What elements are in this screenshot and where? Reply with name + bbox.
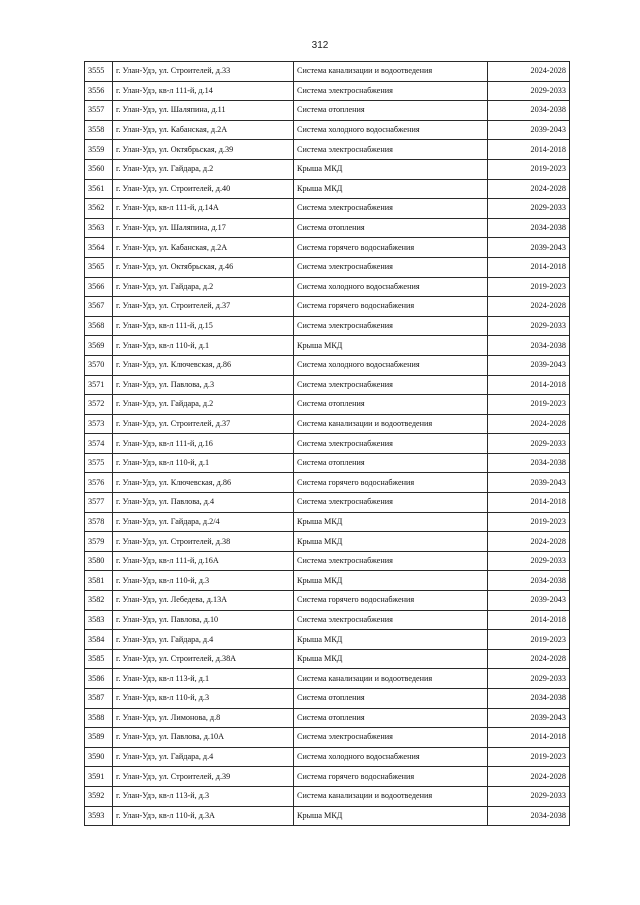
table-row (85, 571, 570, 591)
cell-system: Система электроснабжения (294, 434, 488, 454)
table-row (85, 101, 570, 121)
cell-system: Система электроснабжения (294, 610, 488, 630)
cell-number: 3584 (85, 630, 113, 650)
table-row (85, 708, 570, 728)
table-row (85, 179, 570, 199)
cell-period: 2024-2028 (488, 532, 570, 552)
cell-address: г. Улан-Удэ, ул. Октябрьская, д.46 (113, 257, 294, 277)
cell-address: г. Улан-Удэ, ул. Шаляпина, д.11 (113, 101, 294, 121)
cell-period: 2029-2033 (488, 316, 570, 336)
table-row (85, 728, 570, 748)
cell-number: 3561 (85, 179, 113, 199)
table-row (85, 375, 570, 395)
cell-system: Крыша МКД (294, 512, 488, 532)
cell-system: Система электроснабжения (294, 316, 488, 336)
cell-number: 3580 (85, 551, 113, 571)
table-row (85, 532, 570, 552)
cell-address: г. Улан-Удэ, кв-л 111-й, д.15 (113, 316, 294, 336)
cell-period: 2024-2028 (488, 62, 570, 82)
cell-number: 3556 (85, 81, 113, 101)
cell-number: 3590 (85, 747, 113, 767)
cell-system: Система горячего водоснабжения (294, 591, 488, 611)
cell-address: г. Улан-Удэ, кв-л 110-й, д.1 (113, 453, 294, 473)
cell-number: 3587 (85, 689, 113, 709)
cell-system: Система горячего водоснабжения (294, 473, 488, 493)
table-row (85, 610, 570, 630)
cell-number: 3558 (85, 120, 113, 140)
cell-address: г. Улан-Удэ, кв-л 113-й, д.1 (113, 669, 294, 689)
cell-address: г. Улан-Удэ, ул. Гайдара, д.2 (113, 395, 294, 415)
table-row (85, 630, 570, 650)
cell-system: Крыша МКД (294, 336, 488, 356)
cell-system: Крыша МКД (294, 532, 488, 552)
cell-address: г. Улан-Удэ, ул. Строителей, д.40 (113, 179, 294, 199)
cell-address: г. Улан-Удэ, ул. Ключевская, д.86 (113, 355, 294, 375)
cell-address: г. Улан-Удэ, кв-л 111-й, д.16А (113, 551, 294, 571)
cell-period: 2029-2033 (488, 786, 570, 806)
cell-address: г. Улан-Удэ, ул. Кабанская, д.2А (113, 120, 294, 140)
cell-system: Система электроснабжения (294, 493, 488, 513)
cell-period: 2024-2028 (488, 297, 570, 317)
cell-number: 3574 (85, 434, 113, 454)
cell-period: 2014-2018 (488, 140, 570, 160)
cell-period: 2029-2033 (488, 434, 570, 454)
cell-number: 3566 (85, 277, 113, 297)
cell-period: 2019-2023 (488, 159, 570, 179)
table-row (85, 277, 570, 297)
table-row (85, 257, 570, 277)
cell-number: 3571 (85, 375, 113, 395)
cell-system: Система электроснабжения (294, 257, 488, 277)
cell-period: 2034-2038 (488, 336, 570, 356)
cell-address: г. Улан-Удэ, ул. Строителей, д.38 (113, 532, 294, 552)
cell-period: 2039-2043 (488, 120, 570, 140)
table-row (85, 669, 570, 689)
cell-address: г. Улан-Удэ, кв-л 111-й, д.14 (113, 81, 294, 101)
cell-system: Система канализации и водоотведения (294, 414, 488, 434)
cell-number: 3564 (85, 238, 113, 258)
table-row (85, 62, 570, 82)
cell-system: Система холодного водоснабжения (294, 277, 488, 297)
table-row (85, 414, 570, 434)
table-row (85, 551, 570, 571)
cell-number: 3586 (85, 669, 113, 689)
cell-period: 2029-2033 (488, 669, 570, 689)
cell-system: Система холодного водоснабжения (294, 747, 488, 767)
cell-address: г. Улан-Удэ, кв-л 111-й, д.16 (113, 434, 294, 454)
page-number: 312 (311, 40, 329, 51)
cell-period: 2014-2018 (488, 257, 570, 277)
cell-number: 3593 (85, 806, 113, 826)
cell-period: 2029-2033 (488, 81, 570, 101)
table-row (85, 473, 570, 493)
cell-system: Система горячего водоснабжения (294, 767, 488, 787)
table-row (85, 336, 570, 356)
cell-number: 3572 (85, 395, 113, 415)
table-row (85, 806, 570, 826)
cell-system: Система отопления (294, 218, 488, 238)
cell-address: г. Улан-Удэ, ул. Гайдара, д.4 (113, 630, 294, 650)
cell-system: Крыша МКД (294, 806, 488, 826)
cell-period: 2029-2033 (488, 551, 570, 571)
cell-period: 2034-2038 (488, 806, 570, 826)
cell-number: 3560 (85, 159, 113, 179)
cell-system: Система канализации и водоотведения (294, 669, 488, 689)
cell-system: Система горячего водоснабжения (294, 297, 488, 317)
cell-period: 2039-2043 (488, 473, 570, 493)
cell-period: 2014-2018 (488, 375, 570, 395)
cell-address: г. Улан-Удэ, ул. Кабанская, д.2А (113, 238, 294, 258)
table-row (85, 767, 570, 787)
table-row (85, 689, 570, 709)
cell-period: 2019-2023 (488, 747, 570, 767)
cell-address: г. Улан-Удэ, ул. Лимонова, д.8 (113, 708, 294, 728)
cell-system: Система электроснабжения (294, 728, 488, 748)
cell-system: Система канализации и водоотведения (294, 62, 488, 82)
table-row (85, 140, 570, 160)
table-row (85, 493, 570, 513)
cell-period: 2024-2028 (488, 649, 570, 669)
cell-address: г. Улан-Удэ, ул. Гайдара, д.2 (113, 277, 294, 297)
table-row (85, 238, 570, 258)
cell-period: 2019-2023 (488, 630, 570, 650)
cell-system: Система электроснабжения (294, 199, 488, 219)
cell-system: Крыша МКД (294, 630, 488, 650)
cell-address: г. Улан-Удэ, ул. Лебедева, д.13А (113, 591, 294, 611)
table-row (85, 747, 570, 767)
cell-system: Система электроснабжения (294, 375, 488, 395)
cell-system: Крыша МКД (294, 159, 488, 179)
cell-address: г. Улан-Удэ, кв-л 110-й, д.3 (113, 689, 294, 709)
cell-number: 3592 (85, 786, 113, 806)
cell-number: 3577 (85, 493, 113, 513)
cell-number: 3582 (85, 591, 113, 611)
cell-system: Система отопления (294, 101, 488, 121)
cell-period: 2014-2018 (488, 610, 570, 630)
cell-period: 2034-2038 (488, 453, 570, 473)
cell-system: Крыша МКД (294, 179, 488, 199)
table-row (85, 120, 570, 140)
cell-address: г. Улан-Удэ, ул. Павлова, д.10А (113, 728, 294, 748)
cell-number: 3559 (85, 140, 113, 160)
cell-address: г. Улан-Удэ, кв-л 111-й, д.14А (113, 199, 294, 219)
cell-address: г. Улан-Удэ, ул. Октябрьская, д.39 (113, 140, 294, 160)
cell-system: Система холодного водоснабжения (294, 120, 488, 140)
cell-number: 3573 (85, 414, 113, 434)
cell-address: г. Улан-Удэ, ул. Строителей, д.37 (113, 414, 294, 434)
table-row (85, 355, 570, 375)
cell-period: 2019-2023 (488, 277, 570, 297)
cell-period: 2024-2028 (488, 767, 570, 787)
cell-number: 3569 (85, 336, 113, 356)
cell-period: 2039-2043 (488, 708, 570, 728)
cell-period: 2039-2043 (488, 238, 570, 258)
cell-number: 3588 (85, 708, 113, 728)
cell-address: г. Улан-Удэ, ул. Гайдара, д.4 (113, 747, 294, 767)
cell-period: 2014-2018 (488, 493, 570, 513)
cell-address: г. Улан-Удэ, ул. Строителей, д.33 (113, 62, 294, 82)
cell-number: 3562 (85, 199, 113, 219)
cell-address: г. Улан-Удэ, кв-л 110-й, д.1 (113, 336, 294, 356)
table-row (85, 453, 570, 473)
cell-system: Система электроснабжения (294, 81, 488, 101)
cell-system: Система горячего водоснабжения (294, 238, 488, 258)
cell-period: 2039-2043 (488, 355, 570, 375)
cell-number: 3567 (85, 297, 113, 317)
cell-system: Система отопления (294, 395, 488, 415)
cell-number: 3579 (85, 532, 113, 552)
table-row (85, 649, 570, 669)
cell-period: 2029-2033 (488, 199, 570, 219)
table-row (85, 434, 570, 454)
table-body (85, 62, 570, 826)
cell-system: Система электроснабжения (294, 551, 488, 571)
cell-number: 3568 (85, 316, 113, 336)
cell-period: 2024-2028 (488, 179, 570, 199)
cell-number: 3589 (85, 728, 113, 748)
cell-period: 2034-2038 (488, 101, 570, 121)
cell-number: 3585 (85, 649, 113, 669)
cell-number: 3575 (85, 453, 113, 473)
table-row (85, 786, 570, 806)
cell-system: Система электроснабжения (294, 140, 488, 160)
cell-number: 3563 (85, 218, 113, 238)
cell-system: Система отопления (294, 453, 488, 473)
cell-number: 3578 (85, 512, 113, 532)
cell-number: 3576 (85, 473, 113, 493)
table-row (85, 218, 570, 238)
cell-number: 3565 (85, 257, 113, 277)
cell-address: г. Улан-Удэ, кв-л 110-й, д.3А (113, 806, 294, 826)
cell-address: г. Улан-Удэ, ул. Ключевская, д.86 (113, 473, 294, 493)
cell-system: Система холодного водоснабжения (294, 355, 488, 375)
table-row (85, 316, 570, 336)
cell-address: г. Улан-Удэ, ул. Строителей, д.38А (113, 649, 294, 669)
cell-address: г. Улан-Удэ, ул. Гайдара, д.2 (113, 159, 294, 179)
table-row (85, 159, 570, 179)
cell-address: г. Улан-Удэ, ул. Гайдара, д.2/4 (113, 512, 294, 532)
cell-address: г. Улан-Удэ, ул. Павлова, д.10 (113, 610, 294, 630)
table-row (85, 297, 570, 317)
table-row (85, 591, 570, 611)
cell-address: г. Улан-Удэ, ул. Строителей, д.39 (113, 767, 294, 787)
cell-address: г. Улан-Удэ, ул. Шаляпина, д.17 (113, 218, 294, 238)
cell-number: 3581 (85, 571, 113, 591)
cell-period: 2014-2018 (488, 728, 570, 748)
cell-number: 3570 (85, 355, 113, 375)
cell-period: 2019-2023 (488, 395, 570, 415)
table-row (85, 512, 570, 532)
cell-number: 3557 (85, 101, 113, 121)
cell-period: 2019-2023 (488, 512, 570, 532)
cell-period: 2039-2043 (488, 591, 570, 611)
table-row (85, 81, 570, 101)
cell-system: Система отопления (294, 708, 488, 728)
cell-period: 2034-2038 (488, 571, 570, 591)
cell-system: Крыша МКД (294, 571, 488, 591)
cell-address: г. Улан-Удэ, ул. Павлова, д.4 (113, 493, 294, 513)
cell-period: 2034-2038 (488, 218, 570, 238)
cell-address: г. Улан-Удэ, ул. Строителей, д.37 (113, 297, 294, 317)
cell-period: 2024-2028 (488, 414, 570, 434)
cell-number: 3591 (85, 767, 113, 787)
repair-schedule-table (84, 61, 570, 826)
cell-number: 3583 (85, 610, 113, 630)
cell-period: 2034-2038 (488, 689, 570, 709)
cell-system: Крыша МКД (294, 649, 488, 669)
cell-system: Система канализации и водоотведения (294, 786, 488, 806)
cell-address: г. Улан-Удэ, кв-л 110-й, д.3 (113, 571, 294, 591)
table-row (85, 199, 570, 219)
cell-address: г. Улан-Удэ, кв-л 113-й, д.3 (113, 786, 294, 806)
cell-address: г. Улан-Удэ, ул. Павлова, д.3 (113, 375, 294, 395)
cell-number: 3555 (85, 62, 113, 82)
table-row (85, 395, 570, 415)
cell-system: Система отопления (294, 689, 488, 709)
